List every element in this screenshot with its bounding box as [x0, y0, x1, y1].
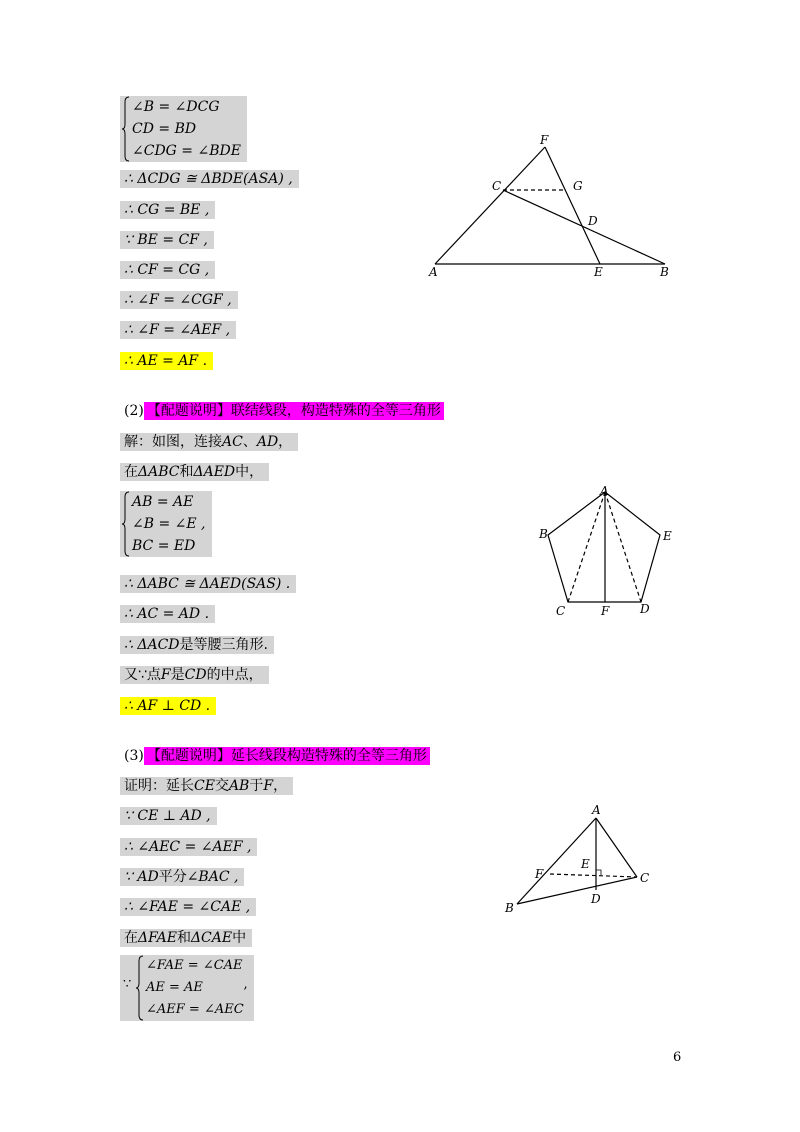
math-triangle: ΔAED — [193, 464, 236, 480]
proof-step: ∴ CG = BE , — [120, 201, 215, 219]
proof-text: 的中点， — [206, 667, 263, 683]
system-row: AB = AE — [132, 494, 194, 510]
proof-step: ∵ BE = CF , — [120, 231, 214, 249]
figure-1-geometry — [420, 130, 690, 285]
proof-step: ∴ CF = CG , — [120, 261, 215, 279]
point-label-b: B — [660, 265, 669, 279]
proof-conclusion: ∴ AF ⊥ CD . — [120, 697, 216, 715]
point-label-a: A — [600, 484, 609, 498]
point-label-e: E — [581, 857, 590, 871]
proof-text: 交 — [214, 778, 229, 794]
point-label-b: B — [539, 527, 548, 541]
system-row: ∠FAE = ∠CAE — [146, 958, 243, 973]
system-row: ∠CDG = ∠BDE — [132, 143, 241, 159]
proof-step: ∴ ΔCDG ≅ ΔBDE(ASA) , — [120, 170, 299, 188]
math-triangle: ∴ ΔACD — [124, 637, 180, 653]
math-ab: AB — [228, 778, 250, 794]
point-label-d: D — [591, 892, 601, 906]
section-tag: 【配题说明】联结线段，构造特殊的全等三角形 — [144, 402, 444, 420]
brace-icon — [122, 96, 130, 162]
segment-ac — [596, 818, 637, 877]
segment-fe — [545, 147, 600, 264]
in-prefix: 在 — [124, 464, 138, 480]
intro-text: 解：如图，连接 — [124, 434, 222, 450]
proof-step: ∴ ∠F = ∠CGF , — [120, 291, 238, 309]
proof-step: ∴ ∠FAE = ∠CAE , — [120, 898, 256, 916]
system-row: ∠B = ∠DCG — [132, 99, 220, 115]
proof-step: ∴ ΔABC ≅ ΔAED(SAS) . — [120, 575, 296, 593]
point-label-f: F — [601, 604, 610, 618]
point-label-g: G — [573, 179, 583, 193]
math-ac: AC — [222, 434, 243, 450]
proof-step: ∴ ∠AEC = ∠AEF , — [120, 838, 257, 856]
point-label-c: C — [492, 179, 502, 193]
math-ad: ∵ AD — [124, 869, 159, 885]
in-suffix: 中 — [232, 930, 247, 946]
brace-icon — [122, 491, 130, 557]
point-label-e: E — [594, 265, 603, 279]
system-row: BC = ED — [132, 538, 196, 554]
math-f: F — [160, 667, 171, 683]
system-row: AE = AE — [146, 980, 203, 995]
proof-text: 于 — [249, 778, 264, 794]
math-f: F — [263, 778, 274, 794]
proof-text: 是等腰三角形. — [179, 637, 268, 653]
math-angle: ∠BAC , — [186, 869, 239, 885]
segment-cb — [503, 190, 665, 264]
segment-fc — [550, 874, 637, 877]
math-triangle: ΔABC — [138, 464, 180, 480]
proof-text: 是 — [170, 667, 185, 683]
system-comma: , — [243, 977, 248, 992]
page-number: 6 — [673, 1050, 682, 1065]
segment-ac — [568, 492, 605, 602]
point-label-a: A — [592, 803, 601, 817]
proof-text: 平分 — [158, 869, 187, 885]
math-ad: AD — [256, 434, 279, 450]
proof-step: ∵ CE ⊥ AD , — [120, 807, 217, 825]
point-label-f: F — [540, 133, 549, 147]
intro-end: ， — [278, 434, 293, 450]
part1-equation-system — [120, 96, 247, 162]
segment-bc — [517, 877, 637, 904]
math-cd: CD — [184, 667, 207, 683]
figure-2-pentagon — [530, 484, 680, 624]
figure-3-triangle — [500, 802, 660, 917]
system-row: CD = BD — [132, 121, 197, 137]
pentagon-abcde — [548, 492, 660, 602]
in-and: 和 — [176, 930, 191, 946]
proof-step: ∴ ∠F = ∠AEF , — [120, 321, 236, 339]
proof-text: 又∵点 — [124, 667, 161, 683]
in-suffix: 中， — [235, 464, 264, 480]
because-symbol: ∵ — [123, 977, 132, 992]
proof-conclusion: ∴ AE = AF . — [120, 352, 213, 370]
point-label-c: C — [556, 604, 566, 618]
part-number: (2) — [124, 403, 144, 419]
math-triangle: ΔCAE — [190, 930, 233, 946]
part-number: (3) — [124, 748, 144, 764]
system-row: ∠AEF = ∠AEC — [146, 1002, 244, 1017]
point-label-b: B — [505, 901, 514, 915]
segment-ad — [605, 492, 641, 602]
math-triangle: ΔFAE — [138, 930, 177, 946]
point-label-d: D — [588, 214, 598, 228]
part3-equation-system — [120, 955, 254, 1021]
point-label-e: E — [663, 529, 672, 543]
point-label-c: C — [640, 871, 650, 885]
intro-sep: 、 — [242, 434, 257, 450]
part2-equation-system — [120, 491, 212, 557]
math-ce: CE — [194, 778, 215, 794]
proof-text: ， — [273, 778, 288, 794]
right-angle-mark — [596, 870, 601, 875]
point-label-a: A — [429, 265, 438, 279]
system-row: ∠B = ∠E , — [132, 516, 206, 532]
in-prefix: 在 — [124, 930, 138, 946]
segment-af — [435, 147, 545, 264]
point-label-f: F — [535, 867, 544, 881]
proof-step: ∴ AC = AD . — [120, 605, 215, 623]
section-tag: 【配题说明】延长线段构造特殊的全等三角形 — [144, 747, 430, 765]
point-label-d: D — [640, 602, 650, 616]
in-and: 和 — [179, 464, 194, 480]
proof-text: 证明：延长 — [124, 778, 194, 794]
